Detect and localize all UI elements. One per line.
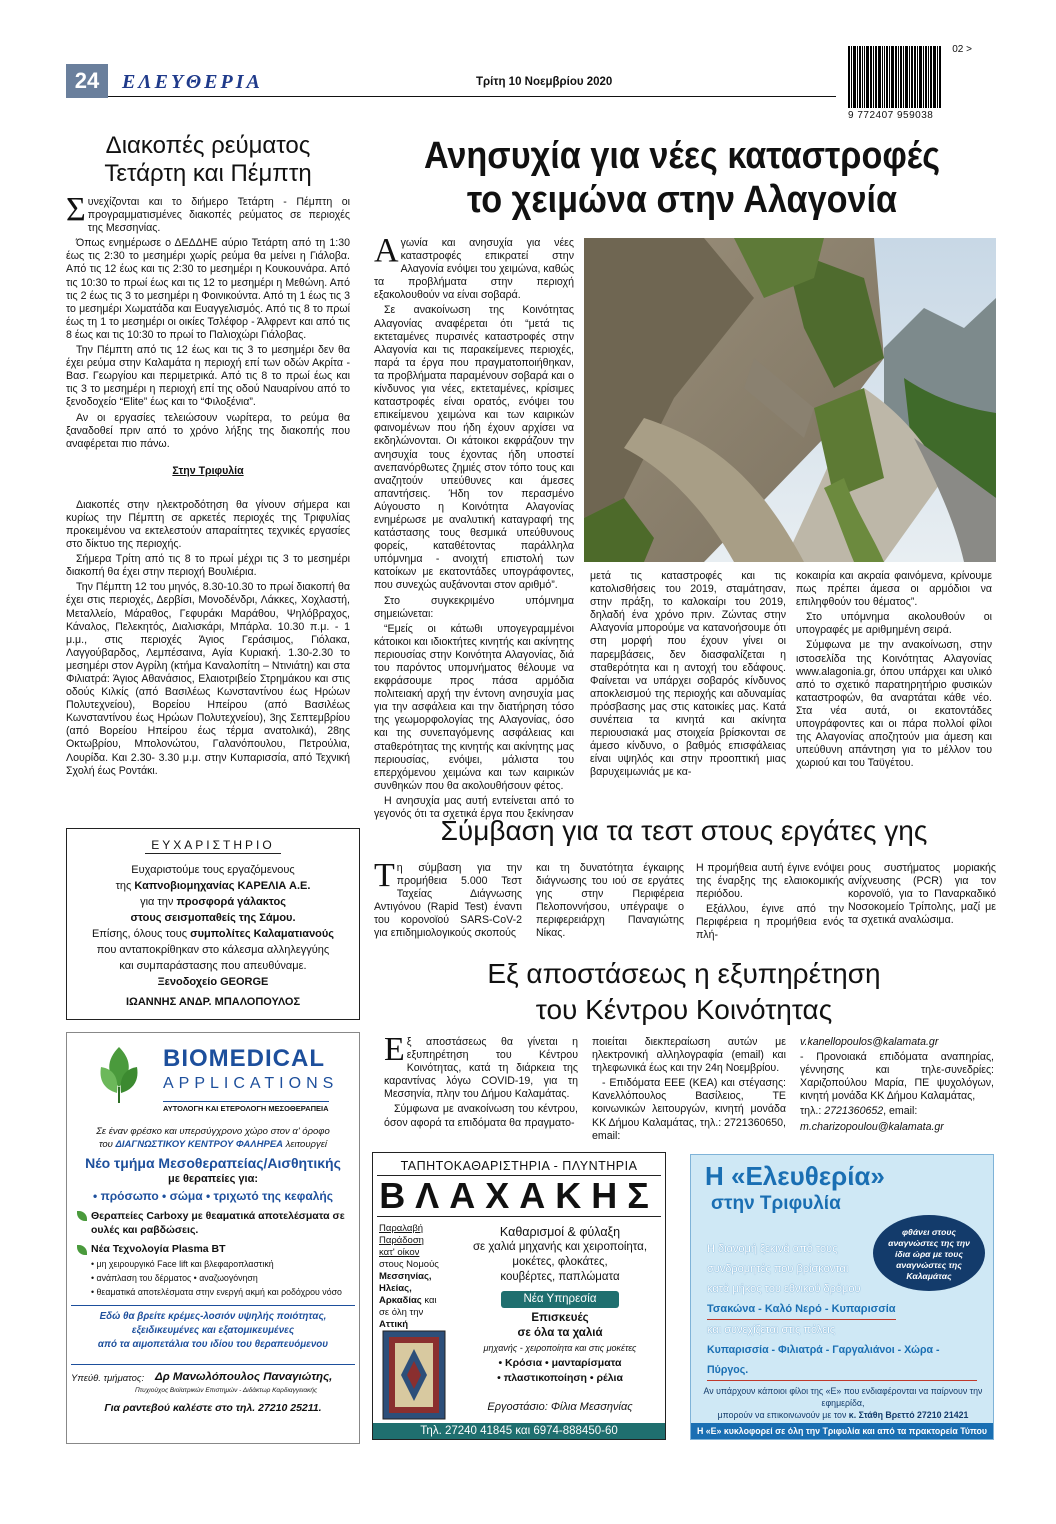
elef-lines [707, 1239, 977, 1381]
barcode-bars [848, 46, 942, 108]
main-c3p2: Στο υπόμνημα ακολουθούν οι υπογραφές με αριθμημένη σειρά. [796, 611, 992, 637]
dropcap: Σ [66, 191, 86, 228]
vlach-svc3: μοκέτες, φλοκάτες, [512, 1256, 608, 1268]
bio-headline: Νέο τμήμα Μεσοθεραπείας/Αισθητικής [85, 1155, 341, 1171]
test-c3a: Η προμήθεια αυτή έγινε ενόψει της έναρξης της ελαιοκομικής περιόδου. [696, 862, 844, 901]
barcode [848, 44, 972, 124]
remote-article-title [372, 956, 996, 1028]
leaf-bullet-icon [77, 1211, 87, 1221]
landslide-photo-image [584, 238, 996, 562]
main-c3p1: κοκαιρία και ακραία φαινόμενα, κρίνουμε πως πρέπει άμεσα οι αρμόδιοι να επιληφθούν του θέματος”. [796, 570, 992, 609]
left-title-line2: Τετάρτη και Πέμπτη [104, 160, 312, 187]
thanks-l4: στους σεισμοπαθείς της Σάμου. [130, 912, 296, 924]
vlach-r5: • πλαστικοποίηση • ρέλια [497, 1372, 623, 1384]
vlach-name: ΒΛΑΧΑΚΗΣ [377, 1175, 661, 1217]
remote-col3 [800, 1036, 994, 1136]
main-c3p3: Σύμφωνα με την ανακοίνωση, στην ιστοσελίδα της Κοινότητας Αλαγονίας www.alagonia.gr, όπου υπάρχει και υλικό από το σχετικό παρατηρητήριο φυσικών καταστροφών, θα αναρτάται κάθε νέο. Στα νέα αυτά, οι εκατοντάδες υπογράφοντες και οι πάρα πολλοί φίλοι της Αλαγονίας αποζητούν μια άμεση και υπεύθυνη απάντηση για το μέλλον του χωριού και του Ταϋγέτου. [796, 639, 992, 770]
test-c4: ρους συστήματος μοριακής ανίχνευσης (PCR) για τον κορονοϊό, για το Παναρκαδικό Νοσοκομείο Τρίπολης, μαζί με τα σχετικά αναλώσιμα. [848, 862, 996, 927]
remote-c1p1 [384, 1031, 578, 1101]
vlach-services [457, 1225, 663, 1386]
main-c1p4: “Εμείς οι κάτωθι υπογεγραμμένοι κάτοικοι και ιδιοκτήτες κινητής και ακίνητης περιουσίας στην Κοινότητα Αλαγονίας, διά του παρόντος υπομνήματος θέλουμε να εκφράσουμε προς πάσα αρμόδια πολιτειακή αρχή την έντονη ανησυχία μας για την ασφάλεια και την διατήρηση τόσο της γεωμορφολογίας της Αλαγονίας, όσο και της συνεπαγόμενης ασφάλειας και σταθερότητας της κινητής και ακίνητης μας περιουσίας, ενόψει, μάλιστα του επερχόμενου χειμώνα και των καιρικών συνθηκών που θα ακολουθήσουν φέτος. [374, 622, 574, 792]
test-col3 [696, 862, 844, 945]
main-c1p3: Στο συγκεκριμένο υπόμνημα σημειώνεται: [374, 594, 574, 620]
bio-tagline: ΑΥΤΟΛΟΓΗ ΚΑΙ ΕΤΕΡΟΛΟΓΗ ΜΕΣΟΘΕΡΑΠΕΙΑ [163, 1101, 329, 1113]
vlach-r4: • Κρόσια • μανταρίσματα [498, 1357, 622, 1369]
thanks-l6: που ανταποκρίθηκαν στο κάλεσμα αλληλεγγύης [96, 944, 330, 956]
remote-c2p1: ποιείται διεκπεραίωση αυτών με ηλεκτρονική αλληλογραφία (email) και τηλεφωνικά έως και την 24η Νοεμβρίου. [592, 1036, 786, 1075]
barcode-number: 9 772407 959038 [848, 110, 934, 121]
main-article-title [372, 134, 992, 222]
vlach-repair3: μηχανής - χειροποίητα και στις μοκέτες [483, 1343, 637, 1353]
thanks-l7: και συμπαράστασης που απευθύναμε. [119, 960, 307, 972]
left-p2: Όπως ενημέρωσε ο ΔΕΔΔΗΕ αύριο Τετάρτη από τη 1:30 έως τις 2:30 το μεσημέρι χωρίς ρεύμα θα μείνει η Γιάλοβα. Από τις 12 έως και τις 2:30 το μεσημέρι η Κουκουνάρα. Από τις 10:30 το πρωί έως και τις 12 το μεσημέρι η Μεθώνη. Από τις 2 έως τις 3 το μεσημέρι η Φοινικούντα. Από τη 1 έως τις 3 το μεσημέρι Χωματάδα και Ευαγγελισμός. Από τις 8 το πρωί έως τη 1 το μεσημέρι οι οικίες Τσλέφορ - Άλφρεντ και από τις 8 έως και τις 10:30 το πρωί το Παλιοχώρι Γιάλοβας. [66, 237, 350, 341]
thanks-l3: για την προσφορά γάλακτος [140, 896, 286, 908]
elef-l1: Η διανομή ξεκινά από τους [707, 1243, 838, 1255]
vlach-left7: Αρκαδίας και [379, 1295, 437, 1306]
remote-c3p3: τηλ.: 2721360652, email: [800, 1105, 918, 1118]
left-article-title [66, 132, 350, 188]
bio-plasma [71, 1243, 355, 1255]
vlach-repair2: σε όλα τα χαλιά [517, 1327, 603, 1339]
remote-c1p2: Σύμφωνα με ανακοίνωση του κέντρου, όσον αφορά τα επιδόματα θα πραγματο- [384, 1103, 578, 1129]
thanks-l5: Επίσης, όλους τους συμπολίτες Καλαματιανούς [91, 928, 335, 940]
vlach-left [379, 1223, 453, 1331]
elef-contact2: μπορούν να επικοινωνούν με τον κ. Στάθη Βρεττό 27210 21421 [717, 1410, 969, 1420]
elef-l4: Τσακώνα - Καλό Νερό - Κυπαρισσία [707, 1299, 896, 1320]
vlach-repair1: Επισκευές [531, 1312, 589, 1324]
bio-sub: με θεραπείες για: [167, 1173, 259, 1185]
bio-intro1: Σε έναν φρέσκο και υπερσύγχρονο χώρο στον α' όροφο [96, 1126, 330, 1137]
elef-subtitle: στην Τριφυλία [711, 1193, 841, 1214]
remote-c3p4: m.charizopoulou@kalamata.gr [800, 1120, 944, 1133]
main-col3 [796, 570, 992, 772]
left-p6: Σήμερα Τρίτη από τις 8 το πρωί μέχρι τις 3 το μεσημέρι διακοπή θα έχει στην περιοχή Βουλιέρια. [66, 553, 350, 579]
elef-l2: συνδρομητές που βρίσκονται [707, 1263, 849, 1275]
vlach-left5: Μεσσηνίας, [379, 1271, 432, 1282]
remote-title-line2: του Κέντρου Κοινότητας [535, 994, 833, 1025]
bio-brand1: BIOMEDICAL [163, 1045, 325, 1072]
left-p3: Την Πέμπτη από τις 12 έως και τις 3 το μεσημέρι δεν θα έχει ρεύμα στην Καλαμάτα η περιοχή επί των οδών Ακρίτα - Βασ. Γεωργίου και περιμετρικά. Από τις 8 το πρωί έως και τις 3 το μεσημέρι η περιοχή επί της οδού Ναυαρίνου από το ξενοδοχείο “Elite” έως και το “Φιλοξένια”. [66, 344, 350, 409]
vlach-workshop: Εργοστάσιο: Φίλια Μεσσηνίας [487, 1401, 633, 1413]
bio-areas: • πρόσωπο • σώμα • τριχωτό της κεφαλής [93, 1189, 333, 1203]
main-col2 [590, 570, 786, 782]
main-c1p1 [374, 232, 574, 302]
leaf-logo-icon [91, 1043, 147, 1105]
elef-contact [697, 1385, 989, 1421]
bio-resp-name: Δρ Μανωλόπουλος Παναγιώτης, [155, 1371, 333, 1383]
test-col1 [374, 857, 522, 943]
bio-intro [71, 1125, 355, 1151]
thanks-title: ΕΥΧΑΡΙΣΤΗΡΙΟ [145, 837, 280, 854]
eleftheria-ad [690, 1154, 994, 1440]
main-title-line1: Ανησυχία για νέες καταστροφές [423, 135, 941, 177]
vlach-left4: στους Νομούς [379, 1259, 439, 1270]
bio-blue [71, 1305, 355, 1352]
thanks-l9: ΙΩΑΝΝΗΣ ΑΝΔΡ. ΜΠΑΛΟΠΟΥΛΟΣ [125, 996, 301, 1008]
bio-list [71, 1257, 355, 1299]
test-col4 [848, 862, 996, 929]
issue-date: Τρίτη 10 Νοεμβρίου 2020 [476, 76, 613, 88]
bio-resp-title: Πτυχιούχος Βιοϊατρικών Επιστημών - Διδάκτωρ Καρδιαγγειακής [135, 1387, 318, 1394]
elef-l3: κατά μήκος του εθνικού δρόμου [707, 1283, 861, 1295]
vlach-new-service: Νέα Υπηρεσία [501, 1291, 618, 1308]
left-p4: Αν οι εργασίες τελειώσουν νωρίτερα, το ρεύμα θα ξαναδοθεί πριν από το χρόνο λήξης της διακοπής που αναφέρεται πιο πάνω. [66, 411, 350, 450]
biomedical-ad [66, 1032, 360, 1444]
test-c2: και τη δυνατότητα έγκαιρης διάγνωσης του ιού σε εργάτες γης στην Περιφέρεια Πελοποννήσου, υπέγραψε ο περιφερειάρχη Παναγιώτης Νίκας. [536, 862, 684, 940]
bio-appt: Για ραντεβού καλέστε στο τηλ. 27210 25211. [104, 1402, 322, 1414]
vlach-svc4: κουβέρτες, παπλώματα [500, 1271, 620, 1283]
main-c1p5: Η ανησυχία μας αυτή εντείνεται από το γεγονός ότι τα σχετικά έργα που ξεκίνησαν [374, 794, 574, 821]
vlach-left9: σε όλη την Αττική [379, 1307, 424, 1330]
thanks-l2: της Καπνοβιομηχανίας ΚΑΡΕΛΙΑ Α.Ε. [115, 880, 311, 892]
left-p7: Την Πέμπτη 12 του μηνός, 8.30-10.30 το πρωί διακοπή θα έχει στις περιοχές, Δερβίσι, Μονοδένδρι, Λάκκες, Χοχλαστή, Μεταλλείο, Μάραθος, Γεφυράκι Μαράθου, Ψηλόβραχος, Κάναλος, Πελεκητός, Διαλισκάρι, Μπάρλα. 10.30 π.μ. - 1 μ.μ., στις περιοχές Άγιος Γεράσιμος, Γιόλακα, Λαγγούβαρδος, Λεμπέσαινα, Αγία Κυριακή. 1.30-2.30 το μεσημέρι στον Αγρίλη (κτήμα Καναλοπίτη – Ντινιάτη) και στα Φιλιατρά: Άγιος Αθανάσιος, Ελαιοτριβείο Στρημάκου και στις οδούς Κιλκίς (από Βασιλέως Κωνσταντίνου έως Ηρώων Πολυτεχνείου), Βορείου Ηπείρου (από Βασιλέως Κωνσταντίνου έως Ηρώων Πολυτεχνείου), 3ης Σεπτεμβρίου (από Βορείου Ηπείρου έως τέρμα ανατολικά), 28ης Οκτωβρίου, Μπολονώτου, Γαλανόπουλου, Πετρούλια, Λουρίδα. Και 2.30- 3.30 μ.μ. στην Κυπαρισσία, από Τεχνική Σχολή έως Ροντάκι. [66, 581, 350, 777]
elef-badge-text: φθάνει στους αναγνώστες της την ίδια ώρα με τους αναγνώστες της Καλαμάτας [888, 1227, 970, 1281]
bio-plasma-text: Νέα Τεχνολογία Plasma BT [91, 1243, 226, 1255]
dropcap: Α [374, 232, 399, 269]
bio-b3: • θεαματικά αποτελέσματα στην ενεργή ακμή και ροδόχρου νόσο [91, 1287, 342, 1297]
vlach-svc1: Καθαρισμοί & φύλαξη [499, 1225, 621, 1239]
vlach-svc2: σε χαλιά μηχανής και χειροποίητα, [472, 1241, 648, 1253]
test-c3b: Εξάλλου, έγινε από την Περιφέρεια η προμήθεια ενός πλή- [696, 903, 844, 942]
bio-resp-label: Υπεύθ. τμήματος: [71, 1373, 145, 1384]
dropcap: Τ [374, 857, 395, 894]
remote-c2p2: - Επιδόματα ΕΕΕ (ΚΕΑ) και στέγασης: Κανελλόπουλος Βασίλειος, ΤΕ κοινωνικών λειτουργών, κινητή μονάδα ΚΚ Δήμου Καλαμάτας, τηλ.: 2721360650, email: [592, 1077, 786, 1142]
vlach-top: ΤΑΠΗΤΟΚΑΘΑΡΙΣΤΗΡΙΑ - ΠΛΥΝΤΗΡΙΑ [400, 1159, 638, 1173]
remote-col1 [384, 1031, 578, 1132]
test-c1 [374, 857, 522, 941]
bio-resp [71, 1364, 355, 1398]
remote-c3p1: v.kanellopoulos@kalamata.gr [800, 1036, 939, 1048]
left-subhead: Στην Τριφυλία [172, 464, 244, 477]
remote-title-line1: Εξ αποστάσεως η εξυπηρέτηση [487, 958, 881, 989]
bio-carboxy-text: Θεραπείες Carboxy με θεαματικά αποτελέσματα σε ουλές και ραβδώσεις. [91, 1210, 345, 1236]
left-p1 [66, 191, 350, 235]
remote-c3p2: - Προνοιακά επιδόματα αναπηρίας, γέννησης και τηλε-συνεδρίες: Χαριζοπούλου Μαρία, ΠΕ ψυχολόγων, κινητή μονάδα ΚΚ Δήμου Καλαμάτας, [800, 1051, 994, 1103]
carpet-icon [381, 1329, 447, 1421]
vlach-phones: Τηλ. 27240 41845 και 6974-888450-60 [373, 1423, 665, 1439]
test-col2 [536, 862, 684, 943]
elef-footer: Η «Ε» κυκλοφορεί σε όλη την Τριφυλία και από τα πρακτορεία Τύπου [691, 1423, 993, 1439]
vlach-left3: κατ' οίκον [379, 1247, 420, 1258]
bio-blue3: από τα αιμοπετάλια του ιδίου του θεραπευόμενου [97, 1339, 329, 1350]
bio-intro2: του ΔΙΑΓΝΩΣΤΙΚΟΥ ΚΕΝΤΡΟΥ ΦΑΛΗΡΕΑ λειτουργεί [98, 1139, 328, 1150]
test-c1-text: η σύμβαση για την προμήθεια 5.000 Τεστ Ταχείας Διάγνωσης Αντιγόνου (Rapid Test) έναντι του κορονοϊού SARS-CoV-2 για επιδημιολογικούς σκοπούς [374, 862, 522, 940]
elef-title: Η «Ελευθερία» [705, 1161, 885, 1191]
bio-b2: • ανάπλαση του δέρματος • αναζωογόνηση [91, 1273, 258, 1283]
bio-blue2: εξειδικευμένες και εξατομικευμένες [131, 1325, 295, 1336]
bio-blue1: Εδώ θα βρείτε κρέμες-λοσιόν υψηλής ποιότητας, [99, 1311, 327, 1322]
elef-l6: Κυπαρισσία - Φιλιατρά - Γαργαλιάνοι - Χώρα - Πύργος. [707, 1340, 977, 1381]
bio-carboxy [71, 1209, 355, 1237]
left-title-line1: Διακοπές ρεύματος [105, 132, 311, 159]
main-title-line2: το χειμώνα στην Αλαγονία [466, 179, 898, 221]
vlachakis-ad [372, 1152, 666, 1440]
remote-c1p1-text: ξ αποστάσεως θα γίνεται η εξυπηρέτηση του Κέντρου Κοινότητας, κατά τη διάρκεια της καραντίνας λόγω COVID-19, για τη Μεσσηνία, πλην του Δήμου Καλαμάτας. [384, 1036, 578, 1101]
page-number: 24 [66, 64, 108, 98]
thanks-box [66, 828, 360, 1020]
bio-brand [71, 1039, 355, 1125]
main-c2p1: μετά τις καταστροφές και τις κατολισθήσεις του 2019, σταμάτησαν, στην πράξη, το καλοκαίρι του 2019, δηλαδή ένα χρόνο πριν. Ζώντας στην Αλαγονία μπορούμε να κατανοήσουμε ότι στη μορφή που έχουν γίνει οι παρεμβάσεις, δεν διασφαλίζεται η σταθερότητα και η αντοχή του εδάφους. Φαίνεται να υπάρχει σοβαρός κίνδυνος αποκλεισμού της περιοχής και αδυναμίας πρόσβασης μας στις κατοικίες μας. Κατά συνέπεια τα κινητά και ακίνητα περιουσιακά μας στοιχεία βρίσκονται σε άμεσο κίνδυνο, ο βαθμός επισφάλειας είναι υψηλός και στην προοπτική μιας βαρυχειμωνιάς με κα- [590, 570, 786, 779]
bio-brand2: APPLICATIONS [163, 1075, 339, 1092]
leaf-bullet-icon [77, 1245, 87, 1255]
left-p5: Διακοπές στην ηλεκτροδότηση θα γίνουν σήμερα και κυρίως την Πέμπτη σε αρκετές περιοχές της Τριφυλίας προκειμένου να εκτελεστούν απαραίτητες τεχνικές εργασίες στο δίκτυο της περιοχής. [66, 498, 350, 551]
left-p1-text: υνεχίζονται και το διήμερο Τετάρτη - Πέμπτη οι προγραμματισμένες διακοπές ρεύματος σε περιοχές της Μεσσηνίας. [87, 196, 350, 235]
dropcap: Ε [384, 1031, 405, 1068]
main-col1 [374, 232, 574, 823]
header-rule [108, 96, 836, 97]
main-c1p2: Σε ανακοίνωση της Κοινότητας Αλαγονίας αναφέρεται ότι “μετά τις εκτεταμένες πυρσινές καταστροφές στην Αλαγονία και τις παρακείμενες περιοχές, παρά τα έργα που πραγματοποιήθηκαν, τα προβλήματα παραμένουν σοβαρά και ο κίνδυνος για νέες, εκτεταμένες, κρίσιμες καταστροφές είναι ορατός, ενόψει του επικείμενου χειμώνα και των καιρικών φαινομένων που ήδη έχουν αρχίσει να εκδηλώνονται. Οι κάτοικοι εκφράζουν την ανησυχία τους έχοντας ήδη υποστεί ανεπανόρθωτες ζημιές στον τόπο τους και αναζητούν υπεύθυνες και άμεσες απαντήσεις. Ήδη τον περασμένο Αύγουστο η Κοινότητα Αλαγονίας ενημέρωσε με αναλυτική καταγραφή της κατάστασης τους θεσμικά υπεύθυνους φορείς, καταθέτοντας παράλληλα υπόμνημα - ανοιχτή επιστολή των κατοίκων με εκατοντάδες υπογράφοντες, που συνεχώς αυξάνονται στον αριθμό”. [374, 304, 574, 592]
barcode-issue: 02 > [952, 44, 972, 55]
test-article-title: Σύμβαση για τα τεστ στους εργάτες γης [440, 815, 928, 846]
vlach-left6: Ηλείας, [379, 1283, 412, 1294]
vlach-left2: Παράδοση [379, 1235, 424, 1246]
vlach-left1: Παραλαβή [379, 1223, 424, 1234]
main-c1p1-text: γωνία και ανησυχία για νέες καταστροφές επικρατεί στην Αλαγονία ενόψει του χειμώνα, καθώς τα προβλήματα στην περιοχή εξακολουθούν να είναι σοβαρά. [374, 237, 574, 302]
elef-l5: και συνεχίζεται στις πόλεις [707, 1324, 836, 1336]
thanks-l1: Ευχαριστούμε τους εργαζόμενους [131, 864, 295, 876]
thanks-l8: Ξενοδοχείο GEORGE [157, 976, 269, 988]
masthead-logo: ΕΛΕΥΘΕΡΙΑ [122, 71, 263, 93]
bio-b1: • μη χειρουργικό Face lift και βλεφαροπλαστική [91, 1259, 274, 1269]
landslide-road-photo [584, 238, 996, 562]
left-article [66, 132, 350, 780]
elef-contact1: Αν υπάρχουν κάποιοι φίλοι της «Ε» που ενδιαφέρονται να παίρνουν την εφημερίδα, [703, 1386, 983, 1408]
remote-col2 [592, 1036, 786, 1145]
